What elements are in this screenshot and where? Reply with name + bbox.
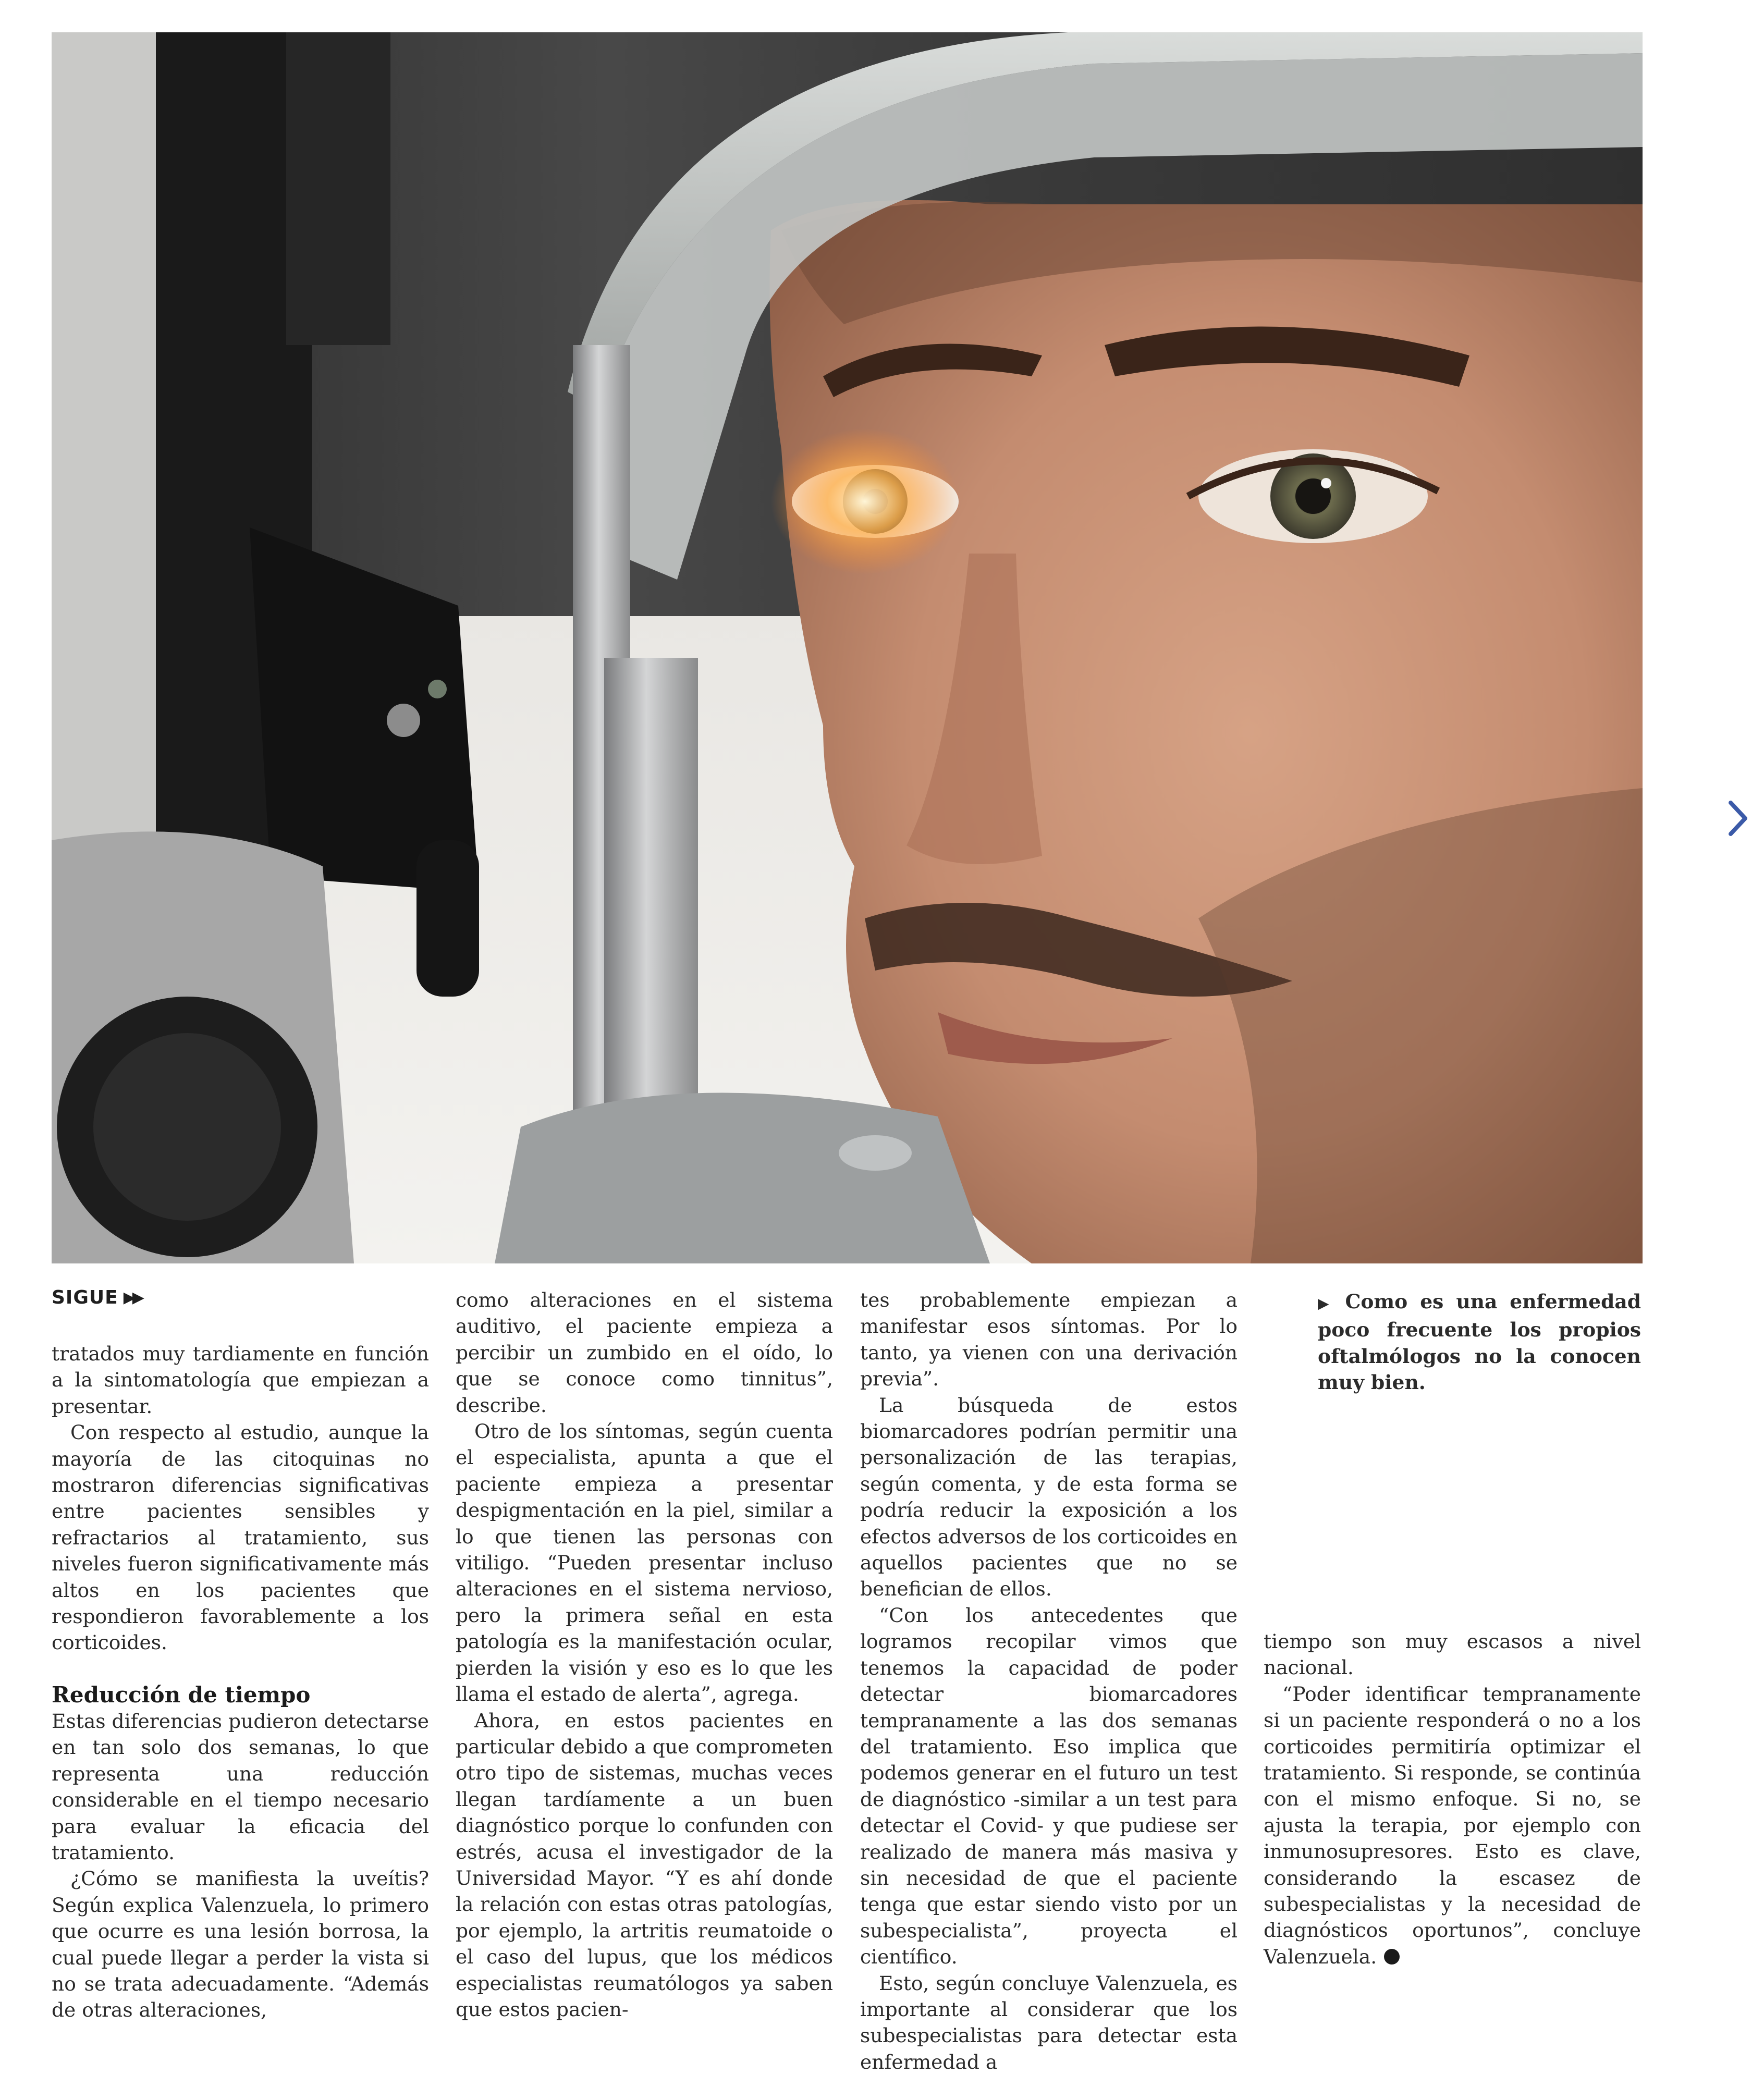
continue-link[interactable] bbox=[52, 1287, 141, 1308]
paragraph: tiempo son muy escasos a nivel nacional. bbox=[1264, 1630, 1641, 1679]
paragraph: La búsqueda de estos biomarcadores podrían permitir una personalización de las terapias, según comenta, y de esta forma se podría reducir la exposición a los efectos adversos de los corticoides en aquellos pacientes que no se benefician de ellos. bbox=[860, 1393, 1238, 1601]
triangle-right-icon: ▶ bbox=[1318, 1295, 1335, 1312]
article-photo bbox=[52, 32, 1643, 1263]
continue-label: SIGUE bbox=[52, 1287, 118, 1308]
paragraph: Esto, según concluye Valenzuela, es importante al considerar que los subespecialistas para detectar esta enfermedad a bbox=[860, 1971, 1238, 2073]
paragraph: tes probablemente empiezan a manifestar esos síntomas. Por lo tanto, ya vienen con una derivación previa”. bbox=[860, 1288, 1238, 1391]
caption-text: Como es una enfermedad poco frecuente los propios oftalmólogos no la conocen muy bien. bbox=[1318, 1290, 1641, 1394]
paragraph: tratados muy tardiamente en función a la sintomatología que empiezan a presentar. bbox=[52, 1342, 429, 1418]
eye-exam-photo-illustration bbox=[52, 32, 1643, 1263]
photo-caption bbox=[1318, 1288, 1641, 1396]
paragraph: como alteraciones en el sistema auditivo, el paciente empieza a percibir un zumbido en el oído, lo que se conoce como tinnitus”, describe. bbox=[456, 1288, 833, 1417]
paragraph: Con respecto al estudio, aunque la mayoría de las citoquinas no mostraron diferencias significativas entre pacientes sensibles y refractarios al tratamiento, sus niveles fueron significativamente más altos en los pacientes que respondieron favorablemente a los corticoides. bbox=[52, 1421, 429, 1654]
article-column-4 bbox=[1264, 1628, 1641, 1970]
article-column-2 bbox=[456, 1287, 833, 2022]
section-heading: Reducción de tiempo bbox=[52, 1681, 311, 1708]
paragraph: Otro de los síntomas, según cuenta el especialista, apunta a que el paciente empieza a presentar despigmentación en la piel, similar a lo que tienen las personas con vitiligo. “Pueden presentar incluso alteraciones en el sistema nervioso, pero la primera señal en esta patología es la manifestación ocular, pierden la visión y eso es lo que les llama el estado de alerta”, agrega. bbox=[456, 1420, 833, 1706]
end-of-article-icon bbox=[1384, 1949, 1400, 1965]
chevron-right-icon[interactable] bbox=[1723, 797, 1753, 839]
article-column-1 bbox=[52, 1341, 429, 2023]
paragraph: Ahora, en estos pacientes en particular debido a que comprometen otro tipo de sistemas, muchas veces llegan tardíamente a un buen diagnóstico porque lo confunden con estrés, acusa el investigador de la Universidad Mayor. “Y es ahí donde la relación con estas otras patologías, por ejemplo, la artritis reumatoide o el caso del lupus, que los médicos especialistas reumatólogos ya saben que estos pacien- bbox=[456, 1709, 833, 2021]
paragraph-text: “Poder identificar tempranamente si un paciente responderá o no a los corticoides permitiría optimizar el tratamiento. Si responde, se continúa con el mismo enfoque. Si no, se ajusta la terapia, por ejemplo con inmunosupresores. Esto es clave, considerando la escasez de subespecialistas y la necesidad de diagnósticos oportunos”, concluye Valenzuela. bbox=[1264, 1682, 1641, 1968]
paragraph: Estas diferencias pudieron detectarse en tan solo dos semanas, lo que representa una reducción considerable en el tiempo necesario para evaluar la eficacia del tratamiento. bbox=[52, 1709, 429, 1864]
paragraph-final bbox=[1264, 1681, 1641, 1970]
article-column-3 bbox=[860, 1287, 1238, 2075]
paragraph: “Con los antecedentes que logramos recopilar vimos que tenemos la capacidad de poder detectar biomarcadores tempranamente a las dos semanas del tratamiento. Eso implica que podemos generar en el futuro un test de diagnóstico -similar a un test para detectar el Covid- y que pudiese ser realizado de manera más masiva y sin necesidad de que el paciente tenga que estar siendo visto por un subespecialista”, proyecta el científico. bbox=[860, 1603, 1238, 1969]
paragraph: ¿Cómo se manifiesta la uveítis? Según explica Valenzuela, lo primero que ocurre es una lesión borrosa, la cual puede llegar a perder la vista si no se trata adecuadamente. “Además de otras alteraciones, bbox=[52, 1867, 429, 2022]
double-arrow-icon: ▶▶ bbox=[123, 1288, 141, 1307]
